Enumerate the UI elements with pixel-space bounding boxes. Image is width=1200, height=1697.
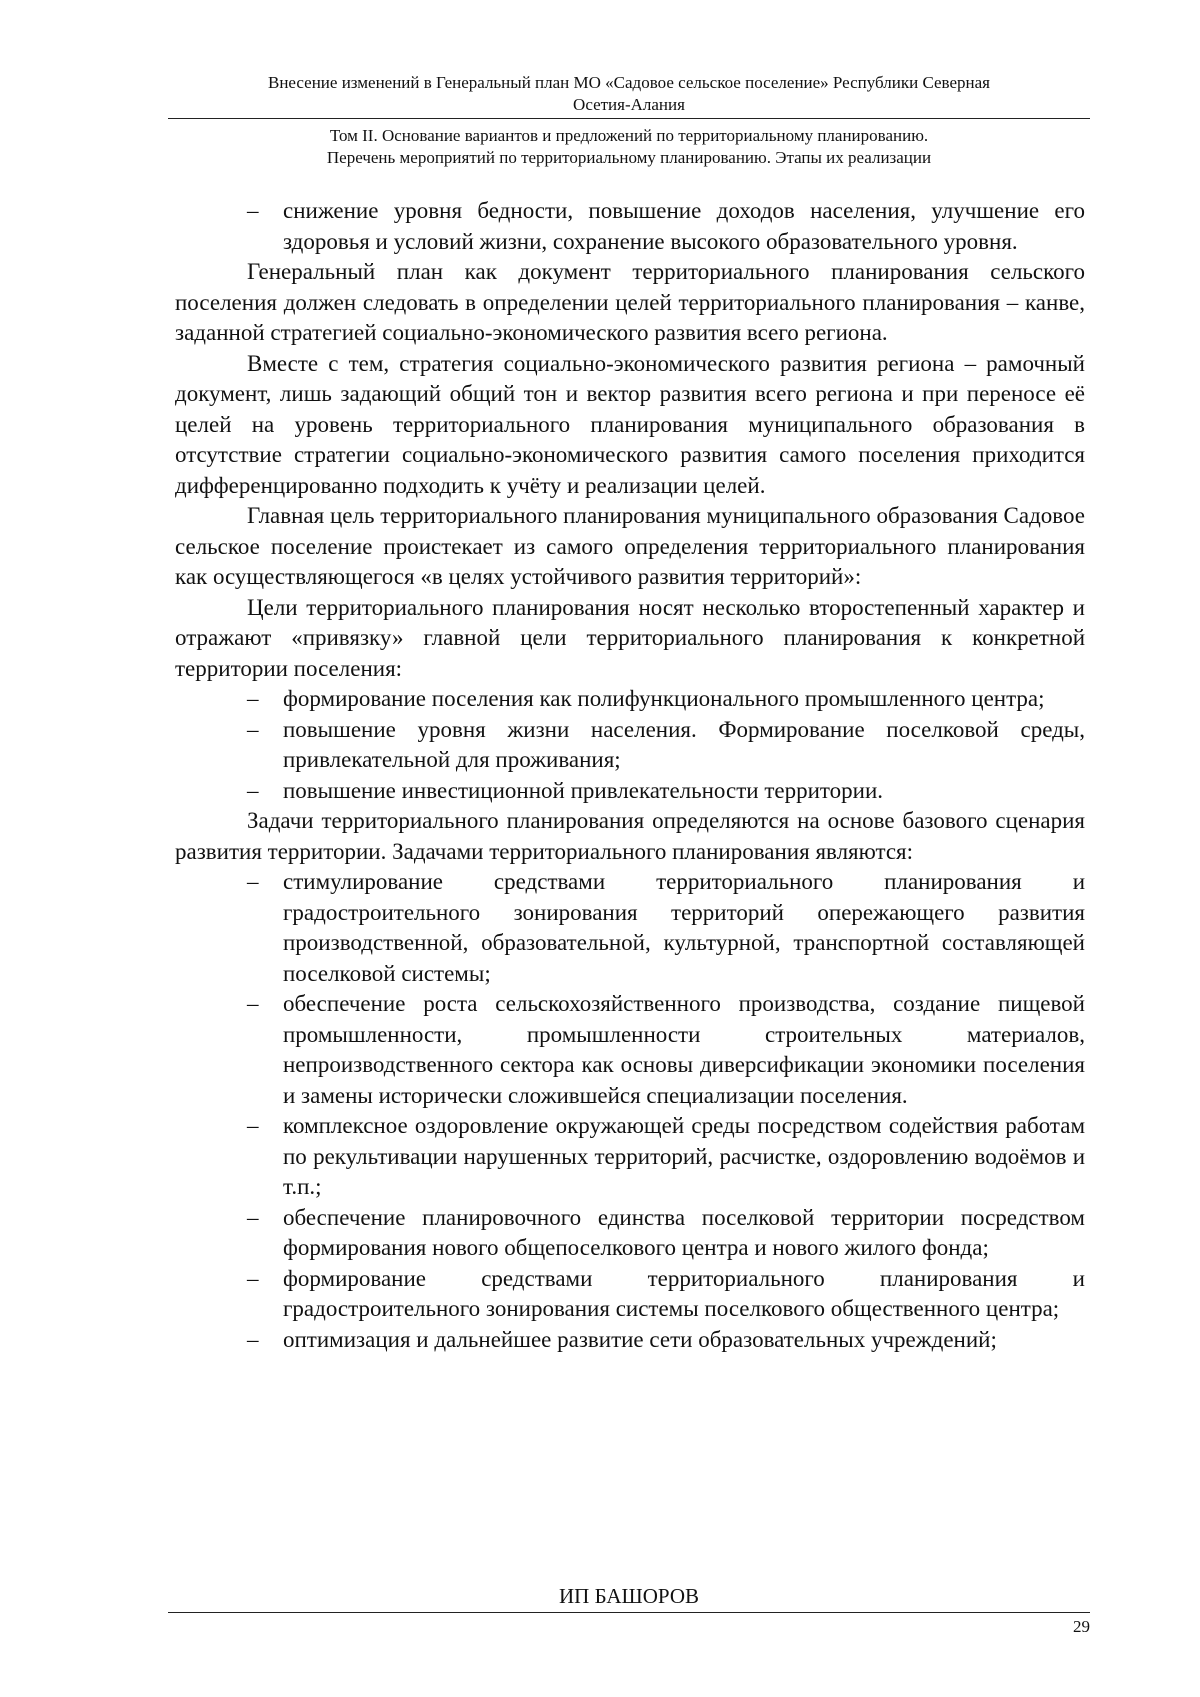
list-item [175, 1203, 1085, 1264]
header-subtitle-line-1: Том II. Основание вариантов и предложений по территориальному планированию. [329, 126, 929, 145]
bullet-dash: – [247, 198, 259, 223]
list-item [175, 989, 1085, 1111]
list-item [175, 867, 1085, 989]
header-title [168, 72, 1090, 119]
tasks-list [175, 867, 1085, 1355]
list-item [175, 1111, 1085, 1203]
paragraph: Задачи территориального планирования определяются на основе базового сценария развития территории. Задачами территориального планирования являются: [175, 808, 1085, 864]
bullet-dash: – [247, 716, 259, 742]
header-subtitle-line-2: Перечень мероприятий по территориальному планированию. Этапы их реализации [326, 148, 932, 167]
list-item [175, 715, 1085, 776]
page-header [168, 72, 1090, 169]
bullet-dash: – [247, 1326, 259, 1352]
page-number: 29 [1073, 1617, 1090, 1636]
paragraph: Генеральный план как документ территориального планирования сельского поселения должен следовать в определении целей территориального планирования – канве, заданной стратегией социально-экономического развития всего региона. [175, 259, 1085, 345]
bullet-dash: – [247, 869, 259, 894]
list-item-text: стимулирование средствами территориального планирования и градостроительного зонирования территорий опережающего развития производственной, образовательной, культурной, транспортной составляющей поселковой системы; [283, 869, 1085, 986]
list-item [175, 684, 1085, 715]
list-item-text: снижение уровня бедности, повышение доходов населения, улучшение его здоровья и условий жизни, сохранение высокого образовательного уровня. [283, 198, 1085, 254]
bullet-dash: – [247, 1265, 259, 1291]
list-item-text: обеспечение роста сельскохозяйственного производства, создание пищевой промышленности, промышленности строительных материалов, непроизводственного сектора как основы диверсификации экономики поселения и замены исторически сложившейся специализации поселения. [283, 991, 1085, 1108]
list-item-text: оптимизация и дальнейшее развитие сети образовательных учреждений; [283, 1326, 997, 1352]
bullet-dash: – [247, 777, 259, 803]
list-item-text: формирование средствами территориального планирования и градостроительного зонирования системы поселкового общественного центра; [283, 1265, 1085, 1321]
list-item-text: повышение инвестиционной привлекательности территории. [283, 777, 884, 803]
list-item [175, 196, 1085, 257]
list-item [175, 1264, 1085, 1325]
list-item-text: повышение уровня жизни населения. Формирование поселковой среды, привлекательной для проживания; [283, 716, 1085, 772]
goals-list [175, 684, 1085, 806]
bullet-dash: – [247, 991, 259, 1016]
page-footer [168, 1582, 1090, 1639]
footer-organization: ИП БАШОРОВ [168, 1582, 1090, 1613]
bullet-dash: – [247, 1204, 259, 1230]
list-item-text: комплексное оздоровление окружающей среды посредством содействия работам по рекультивации нарушенных территорий, расчистке, оздоровлению водоёмов и т.п.; [283, 1113, 1085, 1199]
paragraph: Главная цель территориального планирования муниципального образования Садовое сельское поселение проистекает из самого определения территориального планирования как осуществляющегося «в целях устойчивого развития территорий»: [175, 503, 1085, 589]
paragraph: Вместе с тем, стратегия социально-экономического развития региона – рамочный документ, лишь задающий общий тон и вектор развития всего региона и при переносе её целей на уровень территориального планирования муниципального образования в отсутствие стратегии социально-экономического развития самого поселения приходится дифференцированно подходить к учёту и реализации целей. [175, 350, 1085, 498]
list-item-text: обеспечение планировочного единства поселковой территории посредством формирования нового общепоселкового центра и нового жилого фонда; [283, 1204, 1085, 1260]
list-item-text: формирование поселения как полифункционального промышленного центра; [283, 686, 1045, 711]
paragraph: Цели территориального планирования носят несколько второстепенный характер и отражают «привязку» главной цели территориального планирования к конкретной территории поселения: [175, 594, 1085, 681]
header-title-line-1: Внесение изменений в Генеральный план МО «Садовое сельское поселение» Республики Северная [268, 73, 990, 92]
list-item [175, 776, 1085, 807]
document-body [175, 196, 1085, 1355]
header-subtitle [168, 119, 1090, 169]
list-item [175, 1325, 1085, 1356]
header-title-line-2: Осетия-Алания [573, 95, 685, 114]
bullet-dash: – [247, 686, 259, 711]
bullet-dash: – [247, 1113, 259, 1138]
